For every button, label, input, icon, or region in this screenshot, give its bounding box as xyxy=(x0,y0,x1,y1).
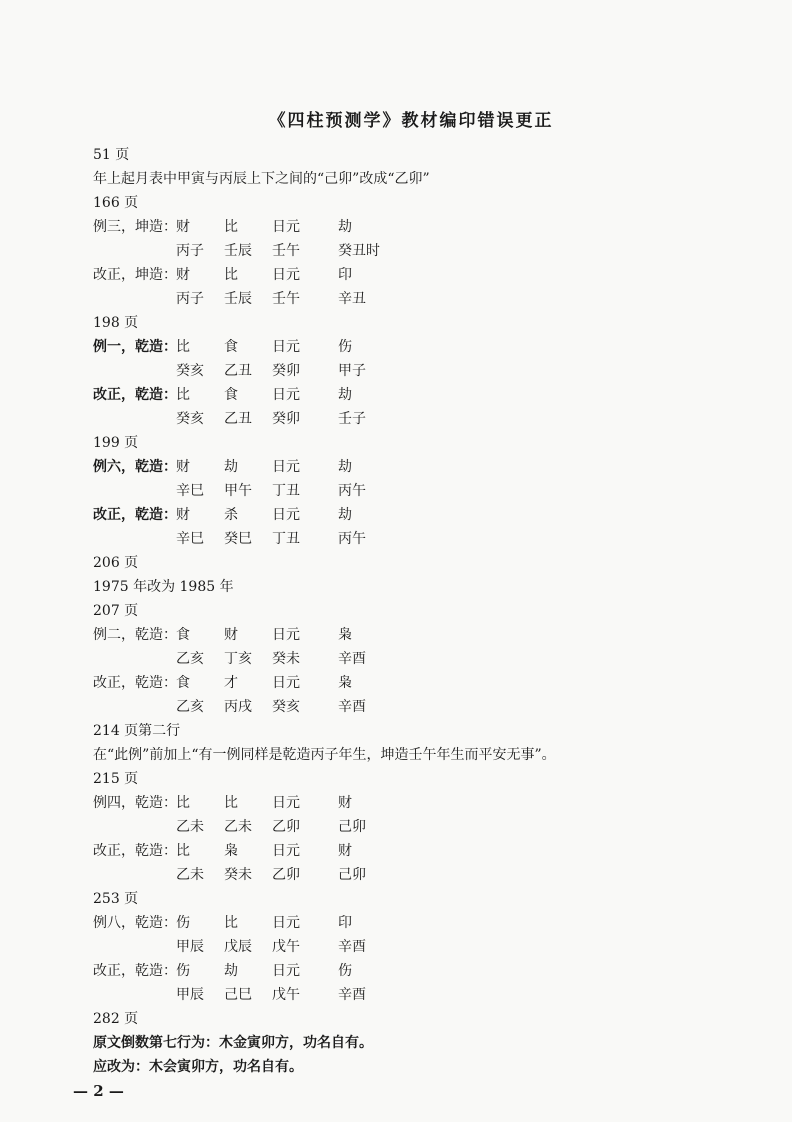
chart-cell: 辛酉 xyxy=(338,651,366,667)
fix-label-199: 改正，乾造： xyxy=(93,507,177,523)
page-ref-282: 282 页 xyxy=(93,1011,139,1027)
example-label-199: 例六，乾造： xyxy=(93,459,177,475)
chart-cell: 己卯 xyxy=(338,819,366,835)
chart-cell: 日元 xyxy=(272,963,300,979)
chart-cell: 比 xyxy=(176,339,190,355)
chart-cell: 己卯 xyxy=(338,867,366,883)
chart-cell: 日元 xyxy=(272,267,300,283)
chart-cell: 甲午 xyxy=(224,483,252,499)
chart-cell: 比 xyxy=(224,267,238,283)
chart-cell: 日元 xyxy=(272,915,300,931)
fix-label-207: 改正，乾造： xyxy=(93,675,177,691)
chart-cell: 劫 xyxy=(224,963,238,979)
chart-cell: 丙子 xyxy=(176,291,204,307)
chart-cell: 癸未 xyxy=(224,867,252,883)
chart-cell: 比 xyxy=(224,915,238,931)
chart-cell: 己巳 xyxy=(224,987,252,1003)
chart-cell: 伤 xyxy=(338,339,352,355)
chart-cell: 日元 xyxy=(272,507,300,523)
chart-cell: 乙未 xyxy=(224,819,252,835)
chart-cell: 戊午 xyxy=(272,987,300,1003)
correction-fixed-282: 应改为：木会寅卯方，功名自有。 xyxy=(93,1059,303,1075)
chart-cell: 枭 xyxy=(338,675,352,691)
chart-cell: 乙卯 xyxy=(272,867,300,883)
chart-cell: 甲辰 xyxy=(176,939,204,955)
chart-cell: 丙午 xyxy=(338,531,366,547)
chart-cell: 伤 xyxy=(176,915,190,931)
chart-cell: 辛酉 xyxy=(338,987,366,1003)
chart-cell: 壬辰 xyxy=(224,291,252,307)
chart-cell: 甲辰 xyxy=(176,987,204,1003)
chart-cell: 乙未 xyxy=(176,819,204,835)
chart-cell: 劫 xyxy=(338,219,352,235)
page-ref-214: 214 页第二行 xyxy=(93,723,181,739)
page-ref-166: 166 页 xyxy=(93,195,139,211)
chart-cell: 乙亥 xyxy=(176,699,204,715)
correction-text-51: 年上起月表中甲寅与丙辰上下之间的“己卯”改成“乙卯” xyxy=(93,171,430,187)
chart-cell: 比 xyxy=(224,219,238,235)
chart-cell: 戊午 xyxy=(272,939,300,955)
correction-original-282: 原文倒数第七行为：木金寅卯方，功名自有。 xyxy=(93,1035,373,1051)
page-ref-51: 51 页 xyxy=(93,147,130,163)
chart-cell: 财 xyxy=(176,507,190,523)
chart-cell: 伤 xyxy=(338,963,352,979)
chart-cell: 甲子 xyxy=(338,363,366,379)
chart-cell: 癸亥 xyxy=(176,363,204,379)
chart-cell: 杀 xyxy=(224,507,238,523)
chart-cell: 丙子 xyxy=(176,243,204,259)
chart-cell: 乙丑 xyxy=(224,411,252,427)
chart-cell: 癸卯 xyxy=(272,363,300,379)
chart-cell: 枭 xyxy=(224,843,238,859)
chart-cell: 财 xyxy=(176,459,190,475)
chart-cell: 乙未 xyxy=(176,867,204,883)
fix-label-198: 改正，乾造： xyxy=(93,387,177,403)
example-label-198: 例一，乾造： xyxy=(93,339,177,355)
chart-cell: 劫 xyxy=(338,387,352,403)
chart-cell: 丙午 xyxy=(338,483,366,499)
example-label-207: 例二，乾造： xyxy=(93,627,177,643)
chart-cell: 壬午 xyxy=(272,291,300,307)
chart-cell: 财 xyxy=(224,627,238,643)
chart-cell: 日元 xyxy=(272,627,300,643)
chart-cell: 丁丑 xyxy=(272,531,300,547)
chart-cell: 比 xyxy=(224,795,238,811)
chart-cell: 丙戌 xyxy=(224,699,252,715)
correction-text-214: 在“此例”前加上“有一例同样是乾造丙子年生，坤造壬午年生而平安无事”。 xyxy=(93,747,556,763)
chart-cell: 劫 xyxy=(338,459,352,475)
chart-cell: 财 xyxy=(176,267,190,283)
chart-cell: 才 xyxy=(224,675,238,691)
chart-cell: 丁亥 xyxy=(224,651,252,667)
chart-cell: 癸亥 xyxy=(176,411,204,427)
page-ref-199: 199 页 xyxy=(93,435,139,451)
chart-cell: 日元 xyxy=(272,339,300,355)
chart-cell: 日元 xyxy=(272,387,300,403)
chart-cell: 比 xyxy=(176,795,190,811)
chart-cell: 辛巳 xyxy=(176,483,204,499)
example-label-215: 例四，乾造： xyxy=(93,795,177,811)
chart-cell: 乙卯 xyxy=(272,819,300,835)
chart-cell: 乙丑 xyxy=(224,363,252,379)
page-ref-198: 198 页 xyxy=(93,315,139,331)
page-ref-206: 206 页 xyxy=(93,555,139,571)
example-label-166: 例三，坤造： xyxy=(93,219,177,235)
chart-cell: 乙亥 xyxy=(176,651,204,667)
chart-cell: 丁丑 xyxy=(272,483,300,499)
chart-cell: 日元 xyxy=(272,795,300,811)
chart-cell: 食 xyxy=(224,387,238,403)
chart-cell: 比 xyxy=(176,843,190,859)
chart-cell: 戊辰 xyxy=(224,939,252,955)
chart-cell: 癸巳 xyxy=(224,531,252,547)
fix-label-253: 改正，乾造： xyxy=(93,963,177,979)
chart-cell: 日元 xyxy=(272,675,300,691)
chart-cell: 财 xyxy=(338,843,352,859)
fix-label-215: 改正，乾造： xyxy=(93,843,177,859)
chart-cell: 壬午 xyxy=(272,243,300,259)
chart-cell: 辛酉 xyxy=(338,699,366,715)
chart-cell: 日元 xyxy=(272,219,300,235)
chart-cell: 壬子 xyxy=(338,411,366,427)
chart-cell: 劫 xyxy=(224,459,238,475)
chart-cell: 枭 xyxy=(338,627,352,643)
chart-cell: 壬辰 xyxy=(224,243,252,259)
chart-cell: 财 xyxy=(338,795,352,811)
chart-cell: 癸亥 xyxy=(272,699,300,715)
page-title: 《四柱预测学》教材编印错误更正 xyxy=(268,111,554,131)
chart-cell: 财 xyxy=(176,219,190,235)
chart-cell: 印 xyxy=(338,267,352,283)
chart-cell: 印 xyxy=(338,915,352,931)
correction-text-206: 1975 年改为 1985 年 xyxy=(93,579,234,595)
page-ref-253: 253 页 xyxy=(93,891,139,907)
page-ref-207: 207 页 xyxy=(93,603,139,619)
chart-cell: 癸丑时 xyxy=(338,243,380,259)
chart-cell: 食 xyxy=(176,675,190,691)
page-number: — 2 — xyxy=(73,1082,124,1100)
chart-cell: 日元 xyxy=(272,459,300,475)
page-ref-215: 215 页 xyxy=(93,771,139,787)
chart-cell: 辛巳 xyxy=(176,531,204,547)
fix-label-166: 改正，坤造： xyxy=(93,267,177,283)
chart-cell: 癸卯 xyxy=(272,411,300,427)
chart-cell: 比 xyxy=(176,387,190,403)
chart-cell: 日元 xyxy=(272,843,300,859)
chart-cell: 癸未 xyxy=(272,651,300,667)
example-label-253: 例八，乾造： xyxy=(93,915,177,931)
chart-cell: 辛酉 xyxy=(338,939,366,955)
chart-cell: 食 xyxy=(176,627,190,643)
chart-cell: 劫 xyxy=(338,507,352,523)
chart-cell: 食 xyxy=(224,339,238,355)
chart-cell: 伤 xyxy=(176,963,190,979)
chart-cell: 辛丑 xyxy=(338,291,366,307)
